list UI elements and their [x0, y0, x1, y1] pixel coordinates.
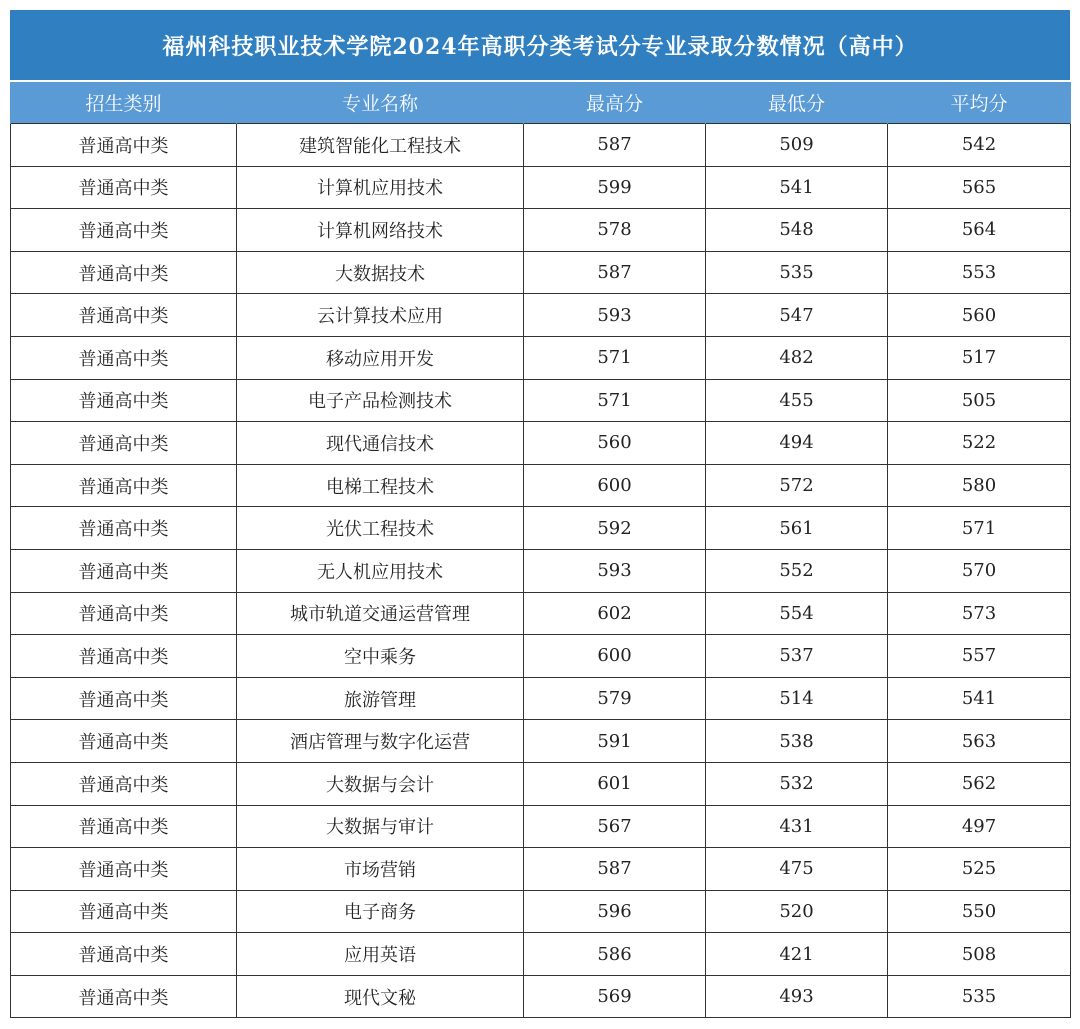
cell-category: 普通高中类 — [11, 677, 237, 720]
cell-max-score: 596 — [524, 890, 706, 933]
score-table — [10, 82, 1071, 1018]
table-row — [11, 635, 1071, 678]
cell-max-score: 587 — [524, 251, 706, 294]
cell-min-score: 548 — [706, 209, 888, 252]
cell-category: 普通高中类 — [11, 805, 237, 848]
cell-avg-score: 560 — [888, 294, 1071, 337]
cell-category: 普通高中类 — [11, 975, 237, 1018]
table-row — [11, 166, 1071, 209]
cell-min-score: 552 — [706, 549, 888, 592]
table-row — [11, 762, 1071, 805]
cell-category: 普通高中类 — [11, 592, 237, 635]
cell-category: 普通高中类 — [11, 294, 237, 337]
cell-category: 普通高中类 — [11, 720, 237, 763]
cell-max-score: 586 — [524, 933, 706, 976]
cell-max-score: 592 — [524, 507, 706, 550]
table-row — [11, 549, 1071, 592]
cell-max-score: 567 — [524, 805, 706, 848]
cell-avg-score: 522 — [888, 422, 1071, 465]
cell-min-score: 532 — [706, 762, 888, 805]
cell-min-score: 421 — [706, 933, 888, 976]
cell-min-score: 509 — [706, 124, 888, 167]
cell-major: 市场营销 — [237, 848, 524, 891]
cell-major: 建筑智能化工程技术 — [237, 124, 524, 167]
cell-major: 计算机应用技术 — [237, 166, 524, 209]
header-row — [11, 82, 1071, 124]
cell-max-score: 571 — [524, 336, 706, 379]
table-row — [11, 805, 1071, 848]
cell-max-score: 602 — [524, 592, 706, 635]
cell-max-score: 593 — [524, 549, 706, 592]
cell-major: 大数据与会计 — [237, 762, 524, 805]
table-title: 福州科技职业技术学院2024年高职分类考试分专业录取分数情况（高中） — [10, 10, 1070, 80]
table-row — [11, 507, 1071, 550]
cell-category: 普通高中类 — [11, 507, 237, 550]
header-avg-score: 平均分 — [888, 82, 1071, 124]
cell-major: 无人机应用技术 — [237, 549, 524, 592]
cell-category: 普通高中类 — [11, 124, 237, 167]
header-major: 专业名称 — [237, 82, 524, 124]
table-row — [11, 124, 1071, 167]
cell-category: 普通高中类 — [11, 251, 237, 294]
cell-major: 大数据技术 — [237, 251, 524, 294]
cell-avg-score: 564 — [888, 209, 1071, 252]
cell-category: 普通高中类 — [11, 635, 237, 678]
cell-avg-score: 553 — [888, 251, 1071, 294]
cell-major: 空中乘务 — [237, 635, 524, 678]
cell-min-score: 493 — [706, 975, 888, 1018]
cell-max-score: 578 — [524, 209, 706, 252]
cell-major: 计算机网络技术 — [237, 209, 524, 252]
cell-avg-score: 550 — [888, 890, 1071, 933]
table-row — [11, 209, 1071, 252]
cell-max-score: 600 — [524, 464, 706, 507]
cell-major: 移动应用开发 — [237, 336, 524, 379]
cell-max-score: 569 — [524, 975, 706, 1018]
cell-avg-score: 542 — [888, 124, 1071, 167]
cell-avg-score: 570 — [888, 549, 1071, 592]
table-row — [11, 848, 1071, 891]
cell-major: 电子产品检测技术 — [237, 379, 524, 422]
cell-category: 普通高中类 — [11, 209, 237, 252]
table-row — [11, 464, 1071, 507]
cell-max-score: 593 — [524, 294, 706, 337]
cell-avg-score: 565 — [888, 166, 1071, 209]
cell-max-score: 571 — [524, 379, 706, 422]
score-table-sheet — [10, 10, 1070, 1018]
cell-min-score: 535 — [706, 251, 888, 294]
cell-min-score: 455 — [706, 379, 888, 422]
cell-avg-score: 541 — [888, 677, 1071, 720]
table-row — [11, 422, 1071, 465]
cell-category: 普通高中类 — [11, 890, 237, 933]
table-row — [11, 294, 1071, 337]
cell-avg-score: 505 — [888, 379, 1071, 422]
cell-min-score: 547 — [706, 294, 888, 337]
cell-avg-score: 517 — [888, 336, 1071, 379]
cell-major: 电梯工程技术 — [237, 464, 524, 507]
cell-major: 城市轨道交通运营管理 — [237, 592, 524, 635]
cell-avg-score: 563 — [888, 720, 1071, 763]
cell-category: 普通高中类 — [11, 933, 237, 976]
cell-min-score: 561 — [706, 507, 888, 550]
cell-major: 现代文秘 — [237, 975, 524, 1018]
cell-avg-score: 557 — [888, 635, 1071, 678]
cell-min-score: 520 — [706, 890, 888, 933]
cell-category: 普通高中类 — [11, 422, 237, 465]
cell-category: 普通高中类 — [11, 464, 237, 507]
cell-min-score: 538 — [706, 720, 888, 763]
cell-max-score: 579 — [524, 677, 706, 720]
header-category: 招生类别 — [11, 82, 237, 124]
table-row — [11, 890, 1071, 933]
cell-category: 普通高中类 — [11, 848, 237, 891]
cell-major: 现代通信技术 — [237, 422, 524, 465]
cell-major: 旅游管理 — [237, 677, 524, 720]
header-max-score: 最高分 — [524, 82, 706, 124]
cell-major: 电子商务 — [237, 890, 524, 933]
cell-avg-score: 580 — [888, 464, 1071, 507]
cell-max-score: 591 — [524, 720, 706, 763]
cell-avg-score: 508 — [888, 933, 1071, 976]
cell-min-score: 431 — [706, 805, 888, 848]
table-row — [11, 379, 1071, 422]
cell-category: 普通高中类 — [11, 549, 237, 592]
cell-min-score: 572 — [706, 464, 888, 507]
cell-avg-score: 562 — [888, 762, 1071, 805]
cell-min-score: 494 — [706, 422, 888, 465]
cell-category: 普通高中类 — [11, 166, 237, 209]
cell-avg-score: 571 — [888, 507, 1071, 550]
cell-category: 普通高中类 — [11, 762, 237, 805]
cell-max-score: 587 — [524, 124, 706, 167]
cell-avg-score: 497 — [888, 805, 1071, 848]
table-row — [11, 336, 1071, 379]
cell-max-score: 560 — [524, 422, 706, 465]
cell-major: 应用英语 — [237, 933, 524, 976]
cell-max-score: 600 — [524, 635, 706, 678]
cell-max-score: 599 — [524, 166, 706, 209]
table-row — [11, 975, 1071, 1018]
cell-min-score: 475 — [706, 848, 888, 891]
cell-min-score: 537 — [706, 635, 888, 678]
cell-major: 云计算技术应用 — [237, 294, 524, 337]
cell-category: 普通高中类 — [11, 379, 237, 422]
cell-min-score: 514 — [706, 677, 888, 720]
table-row — [11, 677, 1071, 720]
table-row — [11, 720, 1071, 763]
cell-max-score: 601 — [524, 762, 706, 805]
header-min-score: 最低分 — [706, 82, 888, 124]
table-row — [11, 933, 1071, 976]
cell-min-score: 554 — [706, 592, 888, 635]
cell-major: 大数据与审计 — [237, 805, 524, 848]
cell-avg-score: 535 — [888, 975, 1071, 1018]
cell-major: 光伏工程技术 — [237, 507, 524, 550]
cell-category: 普通高中类 — [11, 336, 237, 379]
cell-avg-score: 573 — [888, 592, 1071, 635]
cell-avg-score: 525 — [888, 848, 1071, 891]
cell-major: 酒店管理与数字化运营 — [237, 720, 524, 763]
cell-min-score: 482 — [706, 336, 888, 379]
table-row — [11, 592, 1071, 635]
table-header — [11, 82, 1071, 124]
cell-min-score: 541 — [706, 166, 888, 209]
cell-max-score: 587 — [524, 848, 706, 891]
table-row — [11, 251, 1071, 294]
table-body — [11, 124, 1071, 1018]
